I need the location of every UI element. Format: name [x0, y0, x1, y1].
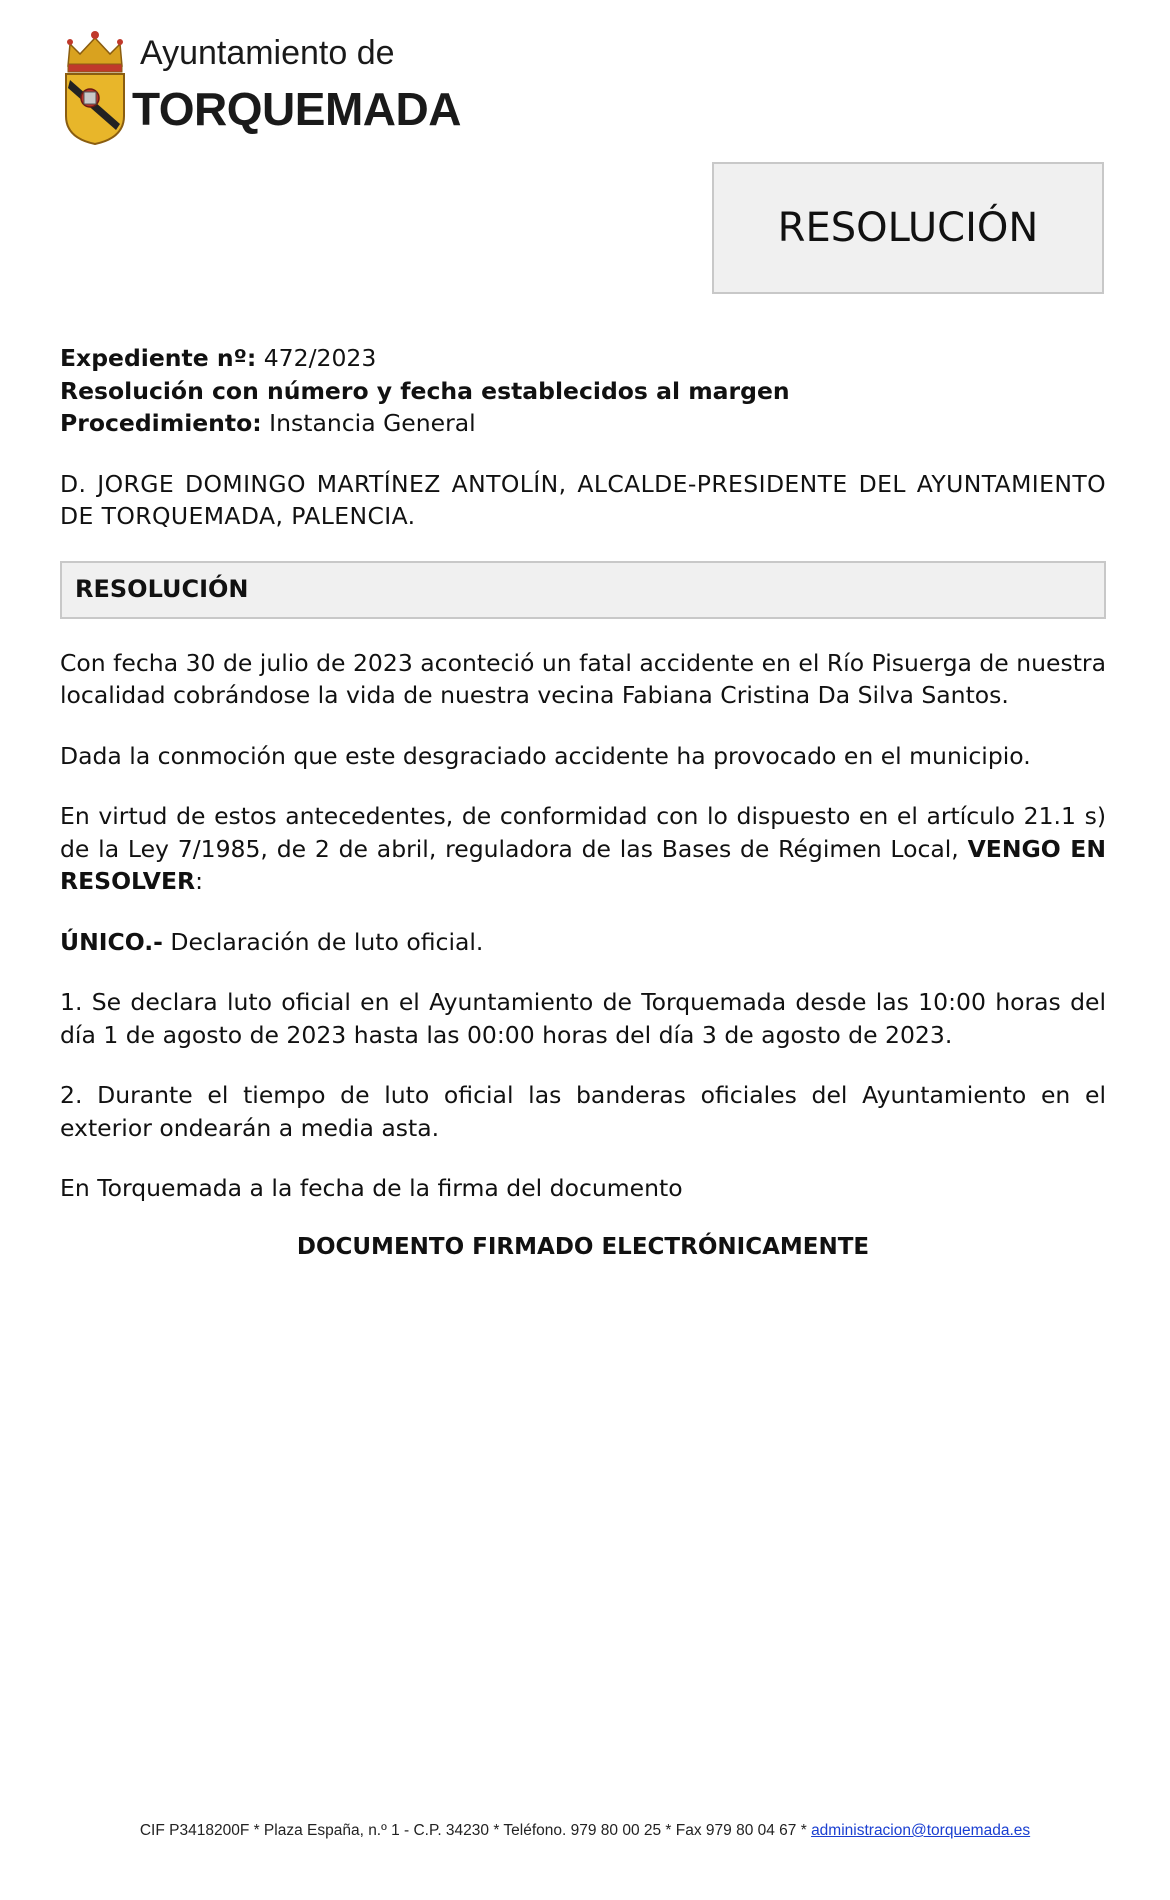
section-heading: RESOLUCIÓN — [75, 575, 249, 604]
resolution-item-1: 1. Se declara luto oficial en el Ayuntamiento de Torquemada desde las 10:00 horas del día 1 de agosto de 2023 hasta las 00:00 horas del día 3 de agosto de 2023. — [60, 988, 1106, 1049]
expediente-line — [60, 342, 1106, 375]
expediente-value: 472/2023 — [256, 344, 377, 372]
paragraph-commotion: Dada la conmoción que este desgraciado accidente ha provocado en el municipio. — [60, 741, 1031, 770]
unico-label: ÚNICO.- — [60, 927, 163, 956]
resolucion-line: Resolución con número y fecha establecidos al margen — [60, 376, 790, 405]
file-metadata — [60, 342, 1106, 440]
logo-text-main: TORQUEMADA — [132, 83, 461, 135]
page-footer — [0, 1822, 1170, 1840]
resolution-item-2: 2. Durante el tiempo de luto oficial las banderas oficiales del Ayuntamiento en el exterior ondearán a media asta. — [60, 1081, 1106, 1142]
document-body — [60, 342, 1106, 1263]
footer-contact: CIF P3418200F * Plaza España, n.º 1 - C.P. 34230 * Teléfono. 979 80 00 25 * Fax 979 80 04 67 * — [139, 1822, 812, 1839]
document-title: RESOLUCIÓN — [777, 205, 1039, 251]
legal-basis-text: En virtud de estos antecedentes, de conformidad con lo dispuesto en el artículo 21.1 s) de la Ley 7/1985, de 2 de abril, reguladora de las Bases de Régimen Local, — [60, 802, 1106, 863]
mayor-intro: D. JORGE DOMINGO MARTÍNEZ ANTOLÍN, ALCALDE-PRESIDENTE DEL AYUNTAMIENTO DE TORQUEMADA, PALENCIA. — [60, 469, 1106, 530]
legal-basis-end: : — [195, 867, 204, 895]
procedimiento-line — [60, 407, 1106, 440]
procedimiento-value: Instancia General — [261, 409, 476, 437]
procedimiento-label: Procedimiento: — [60, 409, 262, 437]
paragraph-accident: Con fecha 30 de julio de 2023 aconteció un fatal accidente en el Río Pisuerga de nuestra localidad cobrándose la vida de nuestra vecina Fabiana Cristina Da Silva Santos. — [60, 648, 1106, 709]
unico-line — [60, 926, 1106, 959]
document-title-box — [712, 162, 1104, 294]
coat-of-arms-icon — [60, 26, 130, 146]
municipality-logo — [60, 26, 461, 146]
expediente-label: Expediente nº: — [60, 344, 257, 372]
electronic-signature-notice: DOCUMENTO FIRMADO ELECTRÓNICAMENTE — [296, 1233, 870, 1260]
paragraph-legal-basis — [60, 800, 1106, 898]
closing-line: En Torquemada a la fecha de la firma del documento — [60, 1174, 683, 1202]
resolve-statement: VENGO EN RESOLVER — [60, 834, 1106, 895]
unico-text: Declaración de luto oficial. — [162, 927, 484, 956]
section-heading-box — [60, 561, 1106, 619]
footer-email-link[interactable]: administracion@torquemada.es — [811, 1822, 1031, 1839]
logo-text-top: Ayuntamiento de — [140, 34, 395, 72]
